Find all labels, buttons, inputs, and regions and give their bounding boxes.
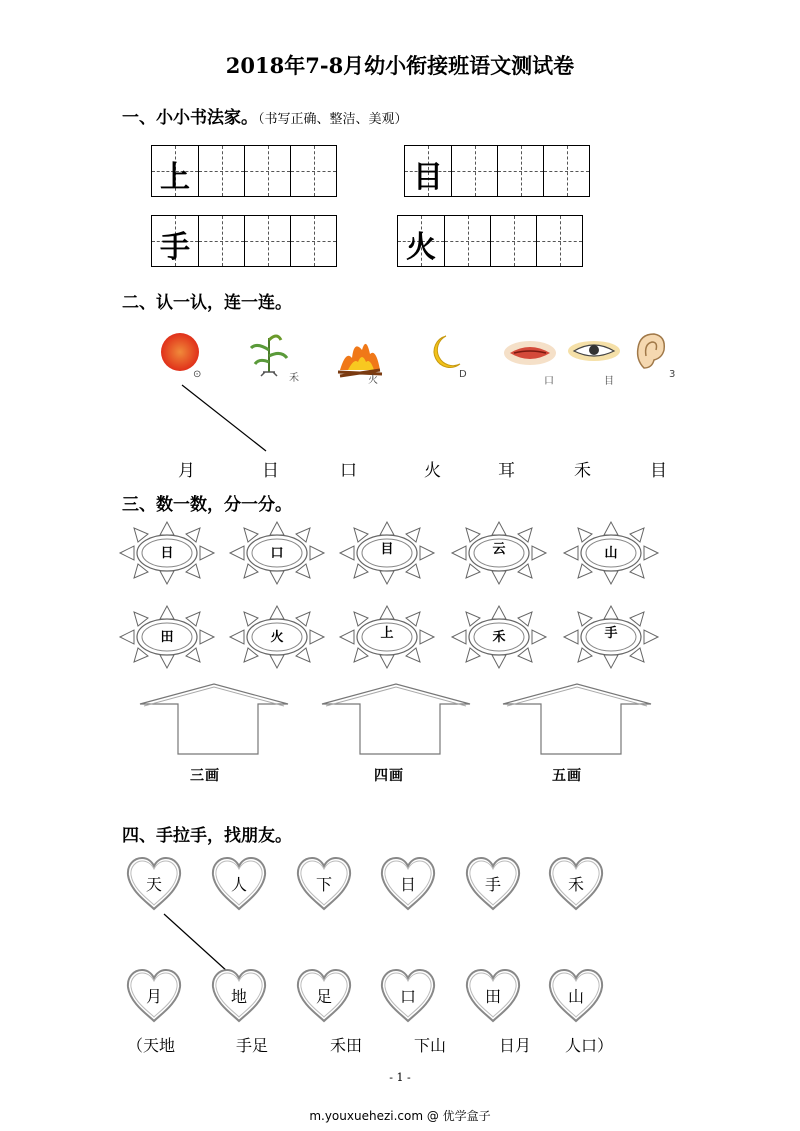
answer-char[interactable]: 月 [178,461,195,481]
sun-card[interactable] [118,520,216,586]
sun-character: 云 [492,542,506,557]
answer-char[interactable]: 禾 [574,461,591,481]
heart-card[interactable] [546,967,606,1025]
grid-cell-model [405,146,451,196]
sun-card[interactable] [562,520,660,586]
category-box-five[interactable] [493,682,663,756]
heart-character: 天 [145,875,162,894]
section-2-heading: 二、认一认，连一连。 [122,293,292,313]
word-pair: 日月 [499,1036,532,1055]
sun-card[interactable] [450,604,548,670]
heart-card[interactable] [209,855,269,913]
mouth-ancient-glyph: 口 [544,376,554,387]
sun-character: 目 [380,542,394,557]
sun-card[interactable] [228,604,326,670]
answer-char[interactable]: 口 [340,461,357,481]
fire-ancient-glyph: 火 [368,375,378,386]
sun-character: 山 [604,546,618,561]
sun-card[interactable] [450,520,548,586]
heart-character: 田 [484,987,501,1006]
category-label-five: 五画 [552,768,582,784]
sun-card[interactable] [338,604,436,670]
answer-char[interactable]: 耳 [498,461,515,481]
moon-ancient-glyph: D [459,369,467,380]
section-1-title: 一、小小书法家。 [122,108,258,128]
heart-card[interactable] [463,967,523,1025]
heart-character: 口 [399,987,416,1006]
grid-cell-model [152,216,198,266]
model-character: 上 [160,160,190,195]
answer-char[interactable]: 目 [650,461,667,481]
section-4-heading: 四、手拉手，找朋友。 [122,826,292,846]
heart-card[interactable] [463,855,523,913]
category-box-four[interactable] [312,682,482,756]
heart-character: 人 [230,875,247,894]
heart-character: 山 [567,987,584,1006]
page-title: 2018年7-8月幼小衔接班语文测试卷 [225,53,575,78]
word-pair: 手足 [236,1036,269,1055]
page-number: - 1 - [389,1071,411,1084]
answer-char[interactable]: 日 [262,461,279,481]
heart-character: 手 [484,875,501,894]
grid-cell-model [398,216,444,266]
word-pair: 人口） [565,1036,614,1055]
watermark: m.youxuehezi.com @ 优学盒子 [309,1109,491,1123]
heart-character: 禾 [567,875,584,894]
heart-card[interactable] [294,967,354,1025]
heart-card[interactable] [124,855,184,913]
heart-character: 下 [315,875,332,894]
sun-character: 田 [160,630,174,645]
sun-character: 手 [604,626,618,641]
heart-character: 月 [145,987,162,1006]
heart-card[interactable] [378,855,438,913]
heart-character: 日 [399,875,416,894]
section-1-note: （书写正确、整洁、美观） [258,112,408,127]
heart-card[interactable] [378,967,438,1025]
sun-character: 禾 [492,630,506,645]
heart-card[interactable] [546,855,606,913]
eye-ancient-glyph: 目 [604,376,614,387]
heart-character: 足 [315,987,332,1006]
sun-character: 口 [270,546,284,561]
model-character: 目 [413,160,443,195]
category-label-four: 四画 [374,768,404,784]
sun-card[interactable] [338,520,436,586]
word-pair: 下山 [414,1036,447,1055]
word-pair: （天地 [127,1036,176,1055]
section-3-heading: 三、数一数，分一分。 [122,495,292,515]
model-character: 手 [160,230,190,265]
category-label-three: 三画 [190,768,220,784]
heart-card[interactable] [209,967,269,1025]
category-box-three[interactable] [130,682,300,756]
ear-ancient-glyph: 3 [669,369,676,380]
sun-character: 上 [380,626,394,641]
sun-character: 火 [270,630,284,645]
grain-ancient-glyph: 禾 [289,373,299,384]
sun-card[interactable] [562,604,660,670]
model-character: 火 [406,230,436,265]
heart-card[interactable] [294,855,354,913]
sun-ancient-glyph: ⊙ [193,369,202,380]
sun-card[interactable] [118,604,216,670]
answer-char[interactable]: 火 [424,461,441,481]
word-pair: 禾田 [330,1036,363,1055]
sun-card[interactable] [228,520,326,586]
heart-character: 地 [230,987,247,1006]
sun-character: 日 [160,546,174,561]
heart-card[interactable] [124,967,184,1025]
grid-cell-model [152,146,198,196]
